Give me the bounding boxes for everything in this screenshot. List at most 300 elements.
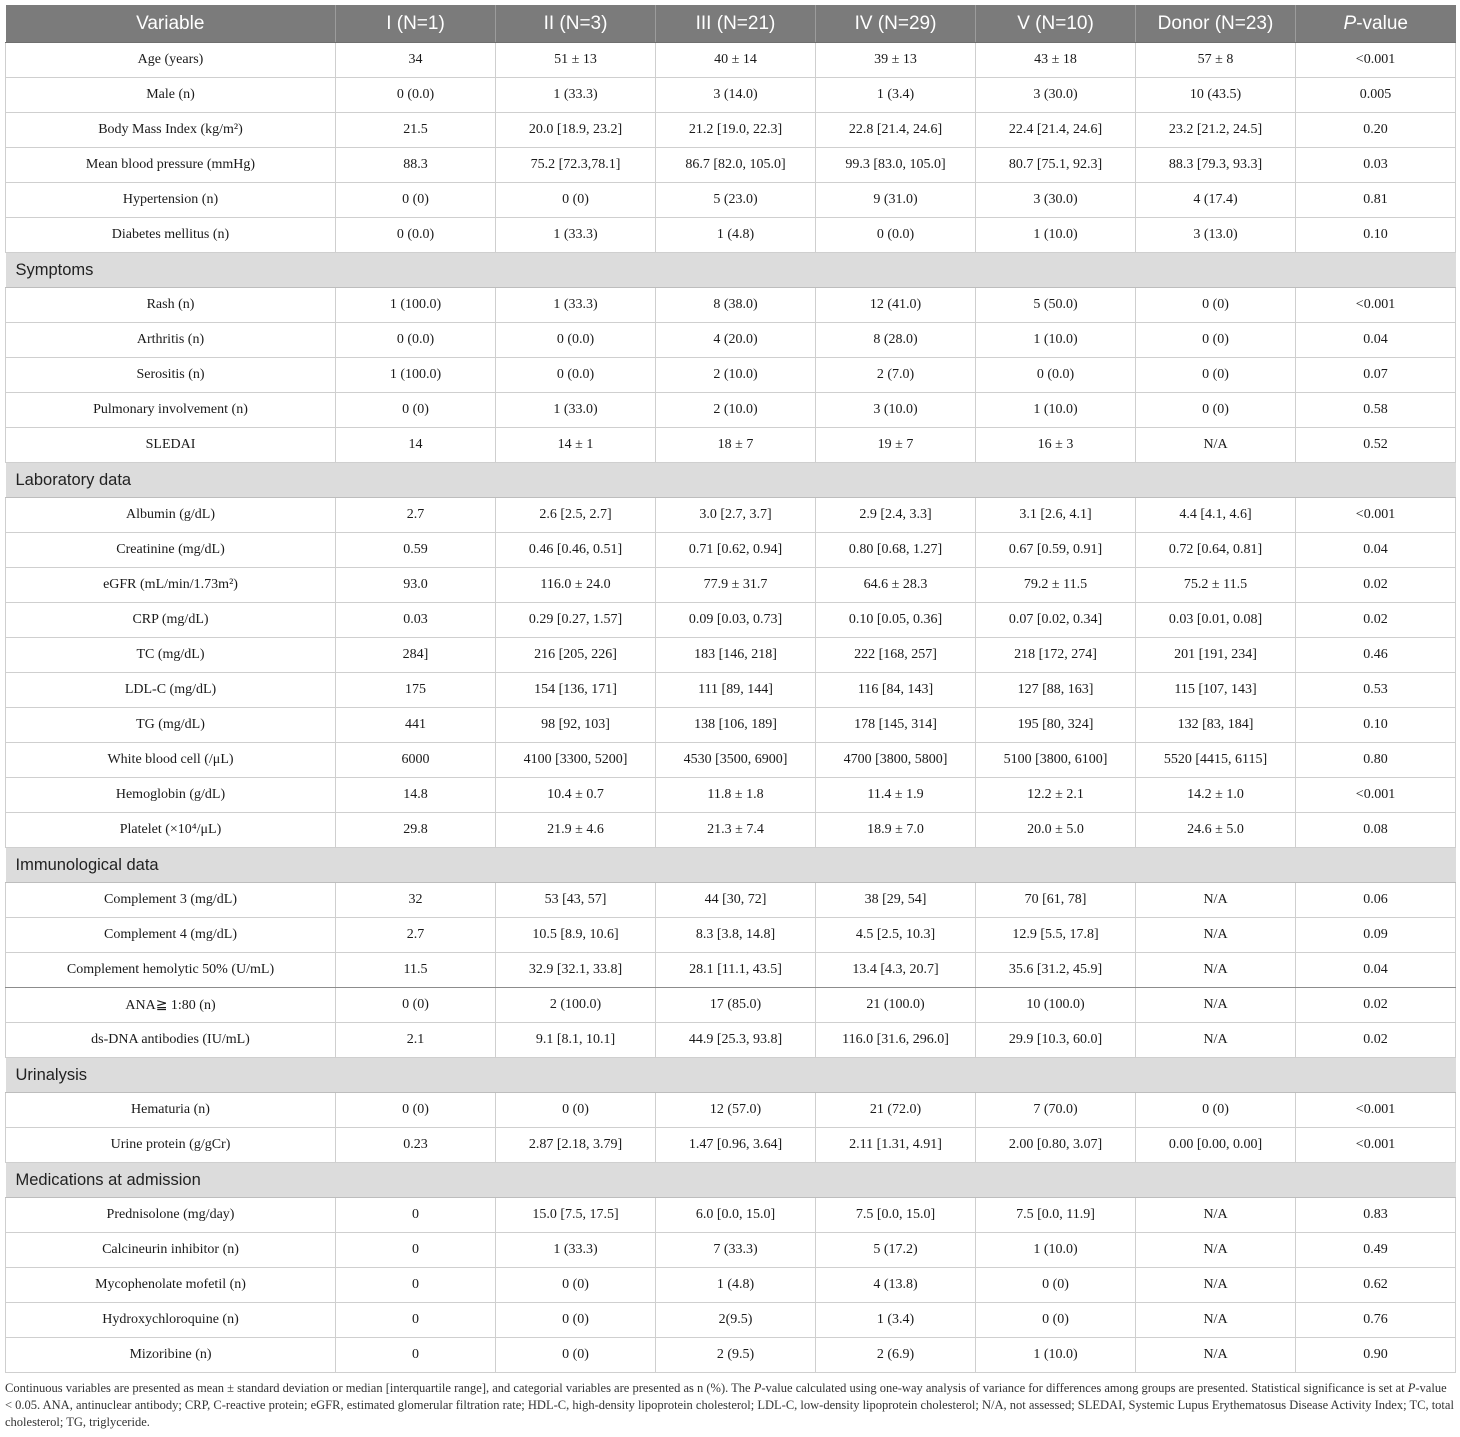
table-row: [6, 1338, 1456, 1373]
table-row: [6, 743, 1456, 778]
cell-class-3: 0.09 [0.03, 0.73]: [656, 603, 816, 638]
cell-variable: Diabetes mellitus (n): [6, 218, 336, 253]
cell-class-1: 0 (0): [336, 183, 496, 218]
cell-variable: Mizoribine (n): [6, 1338, 336, 1373]
cell-class-1: 0.23: [336, 1128, 496, 1163]
cell-class-5: 12.9 [5.5, 17.8]: [976, 918, 1136, 953]
cell-p-value: 0.53: [1296, 673, 1456, 708]
cell-p-value: <0.001: [1296, 778, 1456, 813]
cell-class-4: 1 (3.4): [816, 78, 976, 113]
cell-class-2: 2.87 [2.18, 3.79]: [496, 1128, 656, 1163]
cell-class-5: 1 (10.0): [976, 393, 1136, 428]
cell-class-5: 5 (50.0): [976, 288, 1136, 323]
table-row: [6, 533, 1456, 568]
cell-p-value: 0.08: [1296, 813, 1456, 848]
cell-class-3: 12 (57.0): [656, 1093, 816, 1128]
header-row: [6, 5, 1456, 43]
cell-class-2: 216 [205, 226]: [496, 638, 656, 673]
cell-donor: 0 (0): [1136, 393, 1296, 428]
cell-class-5: 22.4 [21.4, 24.6]: [976, 113, 1136, 148]
table-body: [6, 43, 1456, 1373]
cell-class-2: 21.9 ± 4.6: [496, 813, 656, 848]
cell-class-2: 2 (100.0): [496, 988, 656, 1023]
cell-class-3: 1.47 [0.96, 3.64]: [656, 1128, 816, 1163]
cell-class-5: 3 (30.0): [976, 78, 1136, 113]
cell-p-value: 0.46: [1296, 638, 1456, 673]
cell-class-5: 80.7 [75.1, 92.3]: [976, 148, 1136, 183]
cell-class-4: 8 (28.0): [816, 323, 976, 358]
cell-variable: Body Mass Index (kg/m²): [6, 113, 336, 148]
cell-variable: CRP (mg/dL): [6, 603, 336, 638]
cell-variable: eGFR (mL/min/1.73m²): [6, 568, 336, 603]
table-row: [6, 953, 1456, 988]
cell-p-value: 0.02: [1296, 1023, 1456, 1058]
cell-class-4: 3 (10.0): [816, 393, 976, 428]
cell-p-value: 0.49: [1296, 1233, 1456, 1268]
cell-class-4: 38 [29, 54]: [816, 883, 976, 918]
cell-p-value: 0.07: [1296, 358, 1456, 393]
cell-p-value: 0.76: [1296, 1303, 1456, 1338]
cell-class-5: 1 (10.0): [976, 218, 1136, 253]
cell-class-1: 6000: [336, 743, 496, 778]
cell-class-3: 44.9 [25.3, 93.8]: [656, 1023, 816, 1058]
cell-variable: Rash (n): [6, 288, 336, 323]
cell-class-5: 79.2 ± 11.5: [976, 568, 1136, 603]
cell-class-1: 88.3: [336, 148, 496, 183]
cell-class-1: 1 (100.0): [336, 358, 496, 393]
cell-class-5: 7.5 [0.0, 11.9]: [976, 1198, 1136, 1233]
cell-class-4: 2 (6.9): [816, 1338, 976, 1373]
cell-class-4: 64.6 ± 28.3: [816, 568, 976, 603]
cell-class-5: 10 (100.0): [976, 988, 1136, 1023]
cell-p-value: 0.62: [1296, 1268, 1456, 1303]
table-row: [6, 988, 1456, 1023]
cell-donor: 14.2 ± 1.0: [1136, 778, 1296, 813]
cell-class-5: 0 (0): [976, 1303, 1136, 1338]
cell-variable: TG (mg/dL): [6, 708, 336, 743]
cell-class-3: 17 (85.0): [656, 988, 816, 1023]
cell-class-3: 11.8 ± 1.8: [656, 778, 816, 813]
cell-p-value: 0.81: [1296, 183, 1456, 218]
cell-class-5: 16 ± 3: [976, 428, 1136, 463]
table-container: [5, 5, 1455, 1373]
cell-class-5: 70 [61, 78]: [976, 883, 1136, 918]
header-donor: Donor (N=23): [1136, 5, 1296, 43]
cell-donor: 57 ± 8: [1136, 43, 1296, 78]
cell-class-2: 53 [43, 57]: [496, 883, 656, 918]
cell-class-1: 284]: [336, 638, 496, 673]
cell-variable: Albumin (g/dL): [6, 498, 336, 533]
cell-class-5: 3.1 [2.6, 4.1]: [976, 498, 1136, 533]
cell-class-1: 14: [336, 428, 496, 463]
table-row: [6, 813, 1456, 848]
cell-class-2: 98 [92, 103]: [496, 708, 656, 743]
cell-class-4: 5 (17.2): [816, 1233, 976, 1268]
cell-class-1: 441: [336, 708, 496, 743]
cell-donor: N/A: [1136, 1198, 1296, 1233]
cell-p-value: 0.20: [1296, 113, 1456, 148]
table-row: [6, 883, 1456, 918]
cell-variable: ds-DNA antibodies (IU/mL): [6, 1023, 336, 1058]
cell-class-2: 2.6 [2.5, 2.7]: [496, 498, 656, 533]
cell-class-2: 116.0 ± 24.0: [496, 568, 656, 603]
cell-variable: Age (years): [6, 43, 336, 78]
cell-class-4: 4 (13.8): [816, 1268, 976, 1303]
cell-class-2: 0 (0): [496, 1268, 656, 1303]
cell-donor: 24.6 ± 5.0: [1136, 813, 1296, 848]
header-class-1: I (N=1): [336, 5, 496, 43]
cell-p-value: 0.04: [1296, 323, 1456, 358]
cell-p-value: 0.04: [1296, 533, 1456, 568]
table-row: [6, 1233, 1456, 1268]
cell-class-1: 34: [336, 43, 496, 78]
cell-class-4: 4700 [3800, 5800]: [816, 743, 976, 778]
table-row: [6, 1023, 1456, 1058]
cell-class-3: 8 (38.0): [656, 288, 816, 323]
cell-class-4: 19 ± 7: [816, 428, 976, 463]
cell-class-3: 3.0 [2.7, 3.7]: [656, 498, 816, 533]
cell-class-2: 0 (0): [496, 183, 656, 218]
cell-class-3: 5 (23.0): [656, 183, 816, 218]
table-row: [6, 568, 1456, 603]
cell-class-3: 0.71 [0.62, 0.94]: [656, 533, 816, 568]
cell-class-1: 0: [336, 1268, 496, 1303]
cell-class-3: 21.3 ± 7.4: [656, 813, 816, 848]
cell-class-4: 0.10 [0.05, 0.36]: [816, 603, 976, 638]
cell-donor: N/A: [1136, 1303, 1296, 1338]
section-header-row: [6, 1058, 1456, 1093]
cell-donor: N/A: [1136, 1233, 1296, 1268]
table-row: [6, 603, 1456, 638]
cell-class-2: 0 (0.0): [496, 323, 656, 358]
cell-class-4: 99.3 [83.0, 105.0]: [816, 148, 976, 183]
cell-donor: N/A: [1136, 1338, 1296, 1373]
cell-class-4: 1 (3.4): [816, 1303, 976, 1338]
cell-p-value: 0.10: [1296, 218, 1456, 253]
table-row: [6, 1198, 1456, 1233]
cell-donor: N/A: [1136, 953, 1296, 988]
cell-variable: ANA≧ 1:80 (n): [6, 988, 336, 1023]
cell-class-4: 7.5 [0.0, 15.0]: [816, 1198, 976, 1233]
cell-class-1: 21.5: [336, 113, 496, 148]
cell-variable: Complement 3 (mg/dL): [6, 883, 336, 918]
cell-class-2: 10.4 ± 0.7: [496, 778, 656, 813]
cell-variable: Prednisolone (mg/day): [6, 1198, 336, 1233]
cell-class-3: 6.0 [0.0, 15.0]: [656, 1198, 816, 1233]
cell-class-2: 1 (33.3): [496, 1233, 656, 1268]
cell-class-2: 10.5 [8.9, 10.6]: [496, 918, 656, 953]
cell-class-4: 0 (0.0): [816, 218, 976, 253]
cell-class-5: 20.0 ± 5.0: [976, 813, 1136, 848]
cell-p-value: 0.58: [1296, 393, 1456, 428]
cell-class-5: 2.00 [0.80, 3.07]: [976, 1128, 1136, 1163]
table-header: [6, 5, 1456, 43]
table-row: [6, 1128, 1456, 1163]
cell-class-5: 0.07 [0.02, 0.34]: [976, 603, 1136, 638]
cell-donor: N/A: [1136, 1023, 1296, 1058]
cell-class-2: 32.9 [32.1, 33.8]: [496, 953, 656, 988]
cell-class-4: 2 (7.0): [816, 358, 976, 393]
cell-class-3: 86.7 [82.0, 105.0]: [656, 148, 816, 183]
cell-class-3: 44 [30, 72]: [656, 883, 816, 918]
cell-donor: 0 (0): [1136, 1093, 1296, 1128]
cell-class-3: 40 ± 14: [656, 43, 816, 78]
cell-class-2: 0.29 [0.27, 1.57]: [496, 603, 656, 638]
cell-class-2: 9.1 [8.1, 10.1]: [496, 1023, 656, 1058]
section-title: Immunological data: [6, 848, 1456, 883]
cell-donor: N/A: [1136, 918, 1296, 953]
cell-class-5: 0 (0): [976, 1268, 1136, 1303]
cell-class-4: 39 ± 13: [816, 43, 976, 78]
cell-variable: Arthritis (n): [6, 323, 336, 358]
cell-donor: 0 (0): [1136, 358, 1296, 393]
cell-donor: N/A: [1136, 988, 1296, 1023]
cell-p-value: 0.005: [1296, 78, 1456, 113]
cell-donor: N/A: [1136, 883, 1296, 918]
cell-class-1: 0: [336, 1233, 496, 1268]
cell-variable: Serositis (n): [6, 358, 336, 393]
cell-class-4: 116.0 [31.6, 296.0]: [816, 1023, 976, 1058]
section-header-row: [6, 253, 1456, 288]
cell-class-1: 2.7: [336, 498, 496, 533]
section-header-row: [6, 1163, 1456, 1198]
cell-class-4: 9 (31.0): [816, 183, 976, 218]
cell-class-1: 0 (0): [336, 393, 496, 428]
cell-class-5: 1 (10.0): [976, 323, 1136, 358]
cell-class-5: 12.2 ± 2.1: [976, 778, 1136, 813]
cell-donor: 201 [191, 234]: [1136, 638, 1296, 673]
cell-class-3: 8.3 [3.8, 14.8]: [656, 918, 816, 953]
cell-class-3: 1 (4.8): [656, 1268, 816, 1303]
table-row: [6, 428, 1456, 463]
cell-variable: Calcineurin inhibitor (n): [6, 1233, 336, 1268]
cell-donor: 0 (0): [1136, 288, 1296, 323]
cell-class-5: 29.9 [10.3, 60.0]: [976, 1023, 1136, 1058]
cell-class-2: 51 ± 13: [496, 43, 656, 78]
cell-class-3: 3 (14.0): [656, 78, 816, 113]
cell-class-5: 1 (10.0): [976, 1233, 1136, 1268]
section-title: Medications at admission: [6, 1163, 1456, 1198]
cell-class-3: 2 (10.0): [656, 358, 816, 393]
cell-class-1: 0 (0): [336, 988, 496, 1023]
cell-p-value: 0.10: [1296, 708, 1456, 743]
table-row: [6, 393, 1456, 428]
header-class-4: IV (N=29): [816, 5, 976, 43]
cell-variable: Platelet (×10⁴/μL): [6, 813, 336, 848]
cell-class-1: 0.59: [336, 533, 496, 568]
cell-class-1: 175: [336, 673, 496, 708]
header-class-5: V (N=10): [976, 5, 1136, 43]
cell-p-value: 0.02: [1296, 603, 1456, 638]
cell-class-2: 154 [136, 171]: [496, 673, 656, 708]
cell-class-2: 1 (33.3): [496, 288, 656, 323]
table-row: [6, 498, 1456, 533]
cell-class-4: 11.4 ± 1.9: [816, 778, 976, 813]
cell-p-value: 0.06: [1296, 883, 1456, 918]
table-row: [6, 218, 1456, 253]
table-row: [6, 183, 1456, 218]
cell-donor: 132 [83, 184]: [1136, 708, 1296, 743]
table-row: [6, 148, 1456, 183]
cell-donor: 75.2 ± 11.5: [1136, 568, 1296, 603]
cell-class-3: 2(9.5): [656, 1303, 816, 1338]
cell-class-3: 2 (10.0): [656, 393, 816, 428]
cell-class-3: 183 [146, 218]: [656, 638, 816, 673]
cell-class-4: 18.9 ± 7.0: [816, 813, 976, 848]
table-row: [6, 113, 1456, 148]
cell-variable: TC (mg/dL): [6, 638, 336, 673]
section-title: Symptoms: [6, 253, 1456, 288]
cell-class-3: 111 [89, 144]: [656, 673, 816, 708]
cell-class-2: 0.46 [0.46, 0.51]: [496, 533, 656, 568]
cell-variable: White blood cell (/μL): [6, 743, 336, 778]
table-row: [6, 358, 1456, 393]
cell-p-value: 0.83: [1296, 1198, 1456, 1233]
cell-class-1: 0: [336, 1198, 496, 1233]
cell-p-value: <0.001: [1296, 288, 1456, 323]
header-variable: Variable: [6, 5, 336, 43]
table-row: [6, 638, 1456, 673]
cell-class-4: 2.11 [1.31, 4.91]: [816, 1128, 976, 1163]
cell-donor: 23.2 [21.2, 24.5]: [1136, 113, 1296, 148]
section-header-row: [6, 848, 1456, 883]
cell-variable: Hydroxychloroquine (n): [6, 1303, 336, 1338]
cell-class-1: 0: [336, 1303, 496, 1338]
table-row: [6, 1268, 1456, 1303]
cell-class-1: 0 (0.0): [336, 78, 496, 113]
cell-donor: 10 (43.5): [1136, 78, 1296, 113]
cell-p-value: <0.001: [1296, 498, 1456, 533]
cell-variable: Hypertension (n): [6, 183, 336, 218]
cell-variable: Urine protein (g/gCr): [6, 1128, 336, 1163]
cell-class-2: 15.0 [7.5, 17.5]: [496, 1198, 656, 1233]
cell-class-4: 222 [168, 257]: [816, 638, 976, 673]
cell-class-5: 0.67 [0.59, 0.91]: [976, 533, 1136, 568]
cell-class-1: 1 (100.0): [336, 288, 496, 323]
table-row: [6, 673, 1456, 708]
cell-variable: Creatinine (mg/dL): [6, 533, 336, 568]
cell-variable: Male (n): [6, 78, 336, 113]
cell-p-value: 0.03: [1296, 148, 1456, 183]
cell-p-value: 0.90: [1296, 1338, 1456, 1373]
cell-variable: SLEDAI: [6, 428, 336, 463]
cell-class-1: 93.0: [336, 568, 496, 603]
cell-class-5: 5100 [3800, 6100]: [976, 743, 1136, 778]
cell-variable: Hemoglobin (g/dL): [6, 778, 336, 813]
cell-class-3: 18 ± 7: [656, 428, 816, 463]
cell-p-value: 0.80: [1296, 743, 1456, 778]
table-row: [6, 778, 1456, 813]
table-row: [6, 43, 1456, 78]
cell-variable: Pulmonary involvement (n): [6, 393, 336, 428]
cell-donor: 0 (0): [1136, 323, 1296, 358]
data-table: [5, 5, 1456, 1373]
cell-class-1: 0.03: [336, 603, 496, 638]
cell-class-1: 11.5: [336, 953, 496, 988]
cell-p-value: 0.52: [1296, 428, 1456, 463]
cell-class-5: 195 [80, 324]: [976, 708, 1136, 743]
cell-class-1: 0: [336, 1338, 496, 1373]
cell-class-5: 3 (30.0): [976, 183, 1136, 218]
cell-class-1: 0 (0): [336, 1093, 496, 1128]
cell-class-2: 0 (0): [496, 1093, 656, 1128]
header-p-value: P-value: [1296, 5, 1456, 43]
table-row: [6, 288, 1456, 323]
cell-class-2: 20.0 [18.9, 23.2]: [496, 113, 656, 148]
table-row: [6, 708, 1456, 743]
cell-p-value: <0.001: [1296, 1093, 1456, 1128]
cell-class-3: 21.2 [19.0, 22.3]: [656, 113, 816, 148]
section-title: Urinalysis: [6, 1058, 1456, 1093]
cell-class-5: 127 [88, 163]: [976, 673, 1136, 708]
cell-class-2: 1 (33.3): [496, 78, 656, 113]
cell-class-3: 138 [106, 189]: [656, 708, 816, 743]
table-row: [6, 918, 1456, 953]
cell-class-5: 1 (10.0): [976, 1338, 1136, 1373]
section-title: Laboratory data: [6, 463, 1456, 498]
cell-class-3: 4530 [3500, 6900]: [656, 743, 816, 778]
cell-variable: Mycophenolate mofetil (n): [6, 1268, 336, 1303]
cell-class-5: 0 (0.0): [976, 358, 1136, 393]
cell-class-2: 0 (0.0): [496, 358, 656, 393]
cell-class-3: 7 (33.3): [656, 1233, 816, 1268]
table-footnote: Continuous variables are presented as mean ± standard deviation or median [interquartile range], and categorial variables are presented as n (%). The P-value calculated using one-way analysis of variance for differences among groups are presented. Statistical significance is set at P-value < 0.05. ANA, antinuclear antibody; CRP, C-reactive protein; eGFR, estimated glomerular filtration rate; HDL-C, high-density lipoprotein cholesterol; LDL-C, low-density lipoprotein cholesterol; N/A, not assessed; SLEDAI, Systemic Lupus Erythematosus Disease Activity Index; TC, total cholesterol; TG, triglyceride.: [5, 1381, 1454, 1429]
table-row: [6, 1093, 1456, 1128]
cell-class-4: 12 (41.0): [816, 288, 976, 323]
cell-class-3: 4 (20.0): [656, 323, 816, 358]
cell-p-value: 0.02: [1296, 568, 1456, 603]
cell-class-4: 2.9 [2.4, 3.3]: [816, 498, 976, 533]
cell-donor: 0.00 [0.00, 0.00]: [1136, 1128, 1296, 1163]
cell-donor: 5520 [4415, 6115]: [1136, 743, 1296, 778]
cell-class-4: 178 [145, 314]: [816, 708, 976, 743]
cell-p-value: 0.09: [1296, 918, 1456, 953]
cell-class-2: 4100 [3300, 5200]: [496, 743, 656, 778]
cell-p-value: <0.001: [1296, 43, 1456, 78]
cell-class-5: 218 [172, 274]: [976, 638, 1136, 673]
cell-class-2: 0 (0): [496, 1303, 656, 1338]
cell-p-value: 0.02: [1296, 988, 1456, 1023]
cell-class-3: 1 (4.8): [656, 218, 816, 253]
cell-class-4: 21 (72.0): [816, 1093, 976, 1128]
section-header-row: [6, 463, 1456, 498]
cell-donor: 0.03 [0.01, 0.08]: [1136, 603, 1296, 638]
cell-variable: Mean blood pressure (mmHg): [6, 148, 336, 183]
cell-variable: Hematuria (n): [6, 1093, 336, 1128]
cell-class-4: 116 [84, 143]: [816, 673, 976, 708]
cell-class-2: 0 (0): [496, 1338, 656, 1373]
cell-class-3: 2 (9.5): [656, 1338, 816, 1373]
cell-class-4: 13.4 [4.3, 20.7]: [816, 953, 976, 988]
cell-class-1: 2.7: [336, 918, 496, 953]
cell-class-2: 14 ± 1: [496, 428, 656, 463]
cell-class-1: 0 (0.0): [336, 323, 496, 358]
cell-class-1: 0 (0.0): [336, 218, 496, 253]
cell-donor: 4.4 [4.1, 4.6]: [1136, 498, 1296, 533]
cell-class-4: 22.8 [21.4, 24.6]: [816, 113, 976, 148]
cell-variable: Complement 4 (mg/dL): [6, 918, 336, 953]
cell-donor: 115 [107, 143]: [1136, 673, 1296, 708]
cell-donor: 0.72 [0.64, 0.81]: [1136, 533, 1296, 568]
cell-donor: N/A: [1136, 428, 1296, 463]
cell-class-1: 29.8: [336, 813, 496, 848]
cell-class-2: 1 (33.0): [496, 393, 656, 428]
cell-class-3: 28.1 [11.1, 43.5]: [656, 953, 816, 988]
cell-class-4: 21 (100.0): [816, 988, 976, 1023]
cell-class-5: 7 (70.0): [976, 1093, 1136, 1128]
cell-variable: LDL-C (mg/dL): [6, 673, 336, 708]
cell-p-value: <0.001: [1296, 1128, 1456, 1163]
